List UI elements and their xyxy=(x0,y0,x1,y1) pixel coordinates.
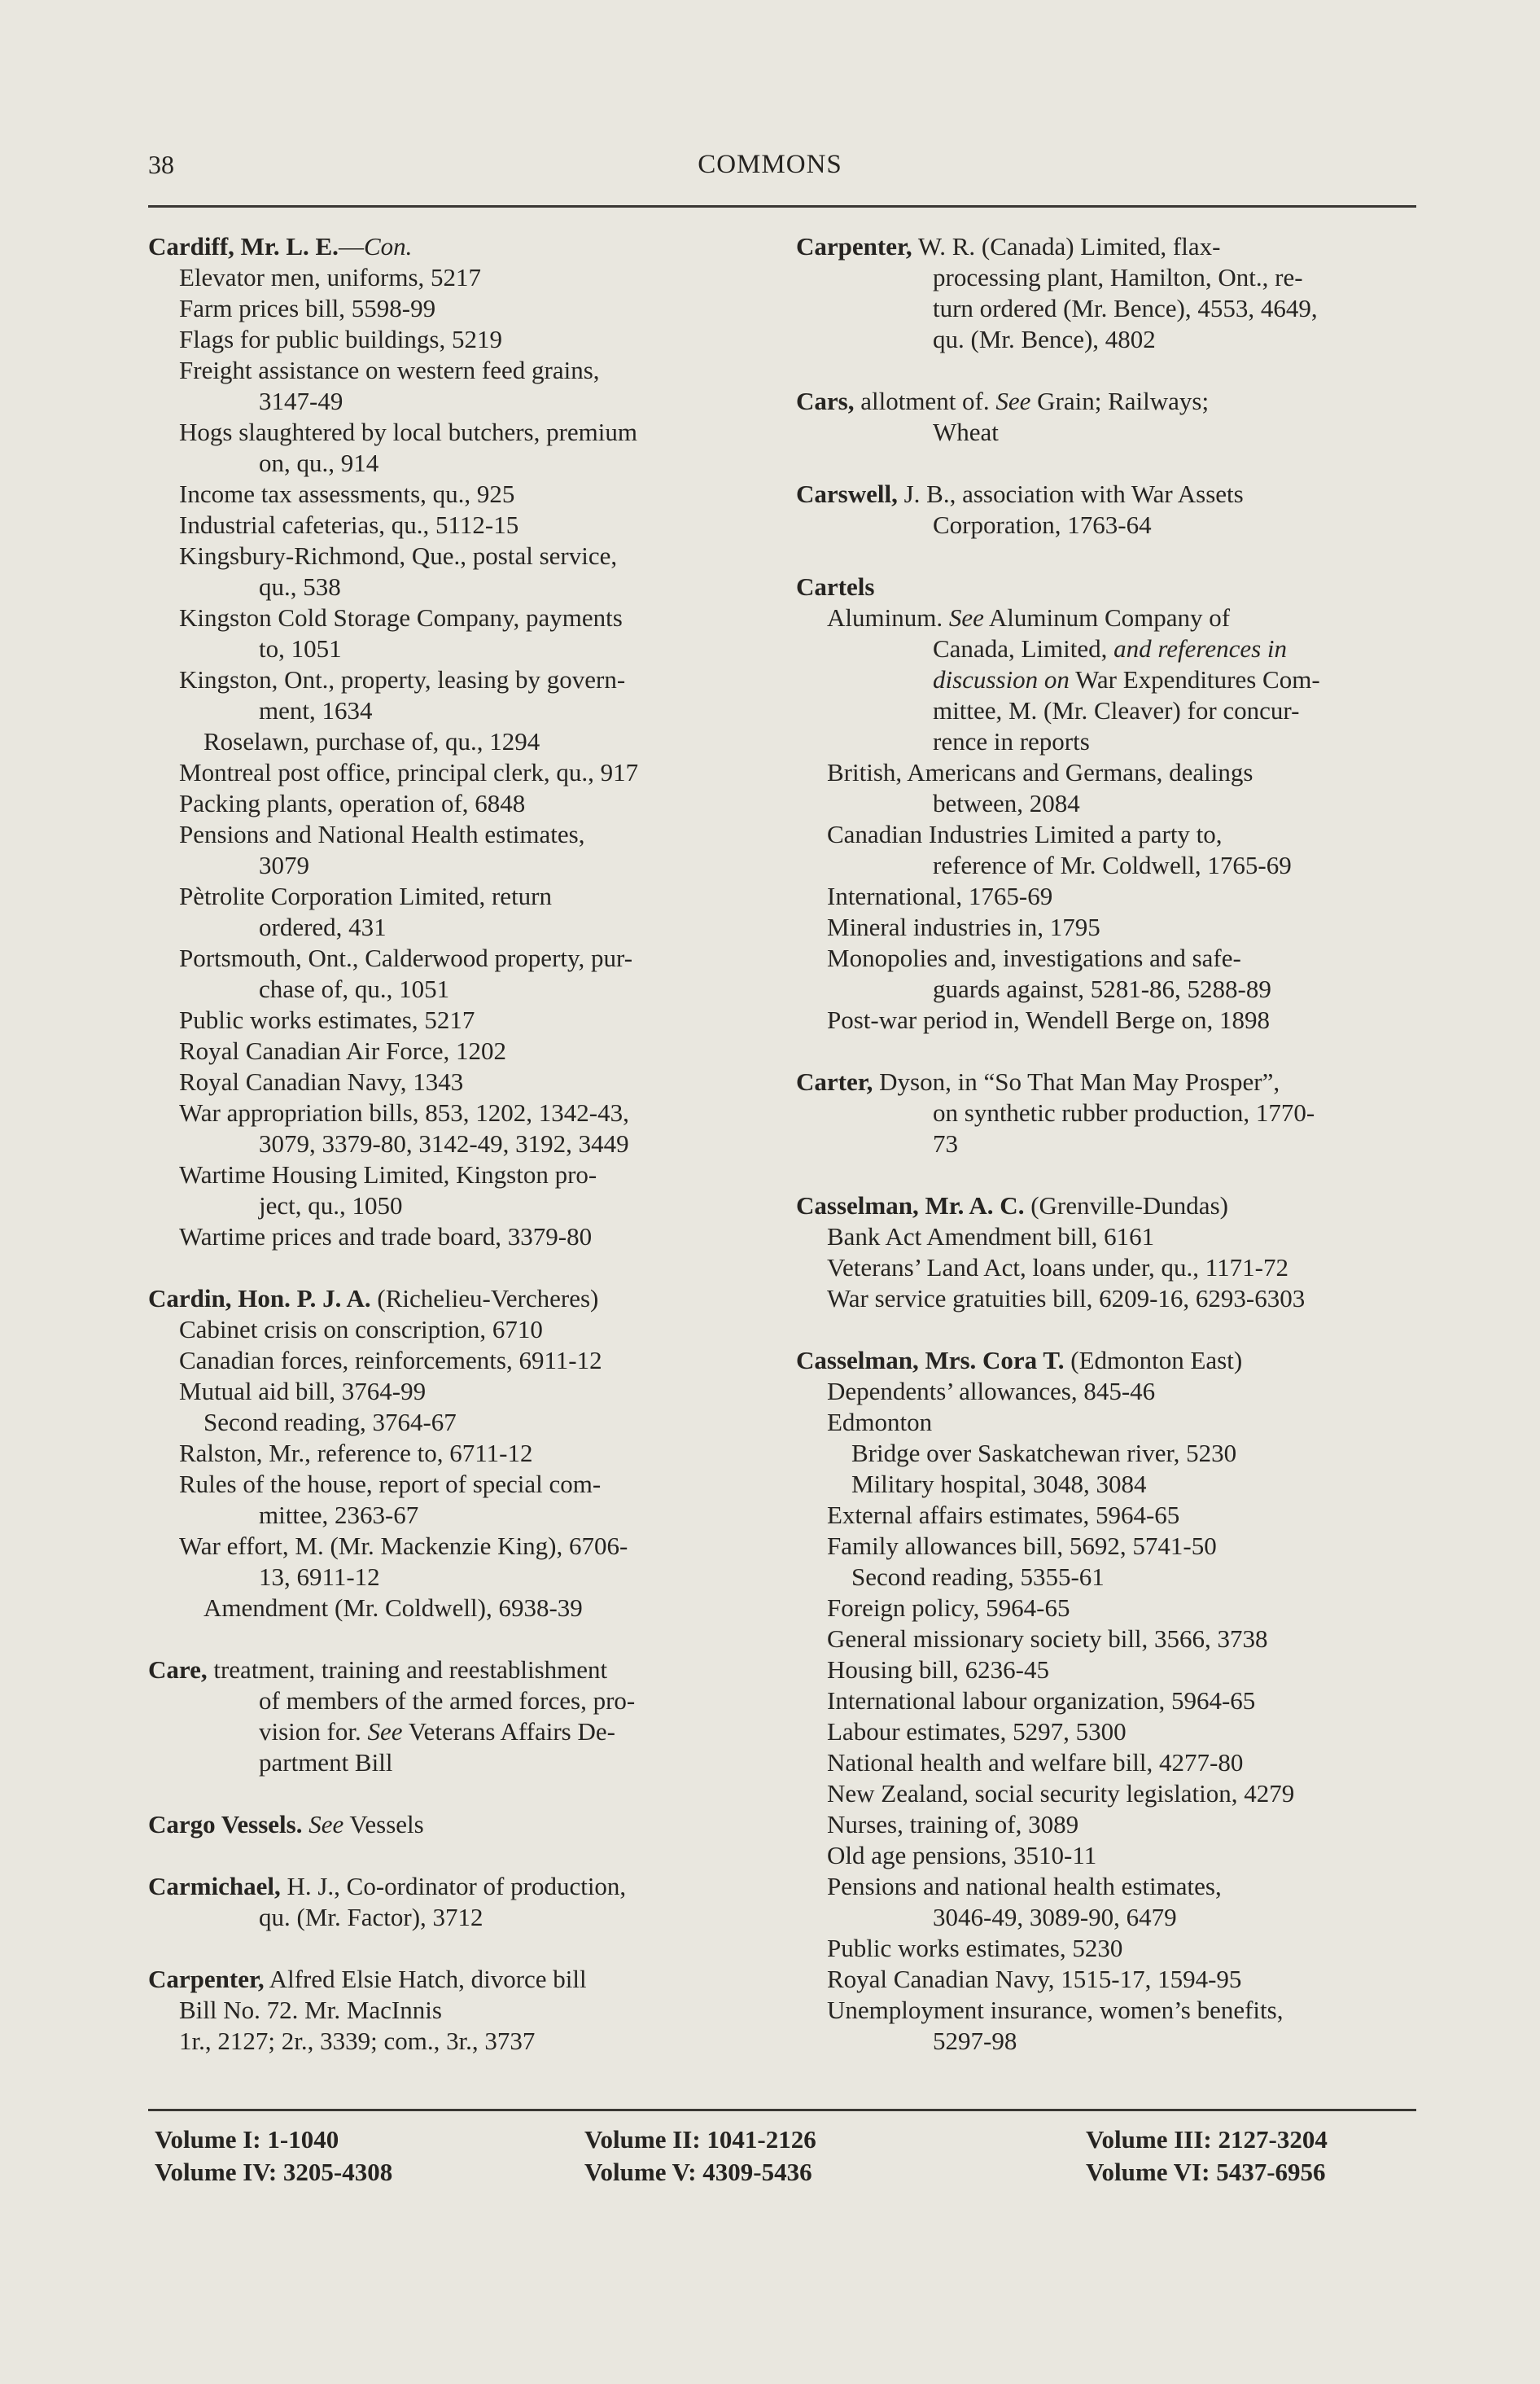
entry-subline xyxy=(148,262,759,293)
entry-subline xyxy=(796,1438,1416,1469)
entry-subline xyxy=(148,633,759,664)
entry-text: chase of, qu., 1051 xyxy=(259,975,450,1003)
index-entry xyxy=(148,1654,759,1778)
entry-subline xyxy=(796,1902,1416,1933)
index-entry xyxy=(796,386,1416,448)
entry-text: Wartime prices and trade board, 3379-80 xyxy=(179,1222,593,1251)
entry-name: Carter, xyxy=(796,1067,873,1096)
entry-subline xyxy=(796,262,1416,293)
running-head: COMMONS xyxy=(698,150,842,179)
entry-name: Cars, xyxy=(796,387,855,415)
entry-text: qu. (Mr. Bence), 4802 xyxy=(933,325,1156,353)
entry-text: Old age pensions, 3510-11 xyxy=(827,1841,1097,1869)
entry-subline xyxy=(148,1036,759,1067)
entry-subline xyxy=(148,1128,759,1159)
entry-name: Care, xyxy=(148,1655,208,1684)
entry-subline xyxy=(796,1964,1416,1995)
entry-text: on, qu., 914 xyxy=(259,449,379,477)
entry-subline xyxy=(796,1809,1416,1840)
entry-text: 5297-98 xyxy=(933,2027,1017,2055)
left-column xyxy=(148,231,759,2088)
entry-text: J. B., association with War Assets xyxy=(897,480,1244,508)
entry-prefix-text: vision for. xyxy=(259,1717,368,1746)
entry-text: 3046-49, 3089-90, 6479 xyxy=(933,1903,1177,1931)
entry-subline xyxy=(796,1995,1416,2026)
volume-5-range: Volume V: 4309-5436 xyxy=(584,2158,812,2186)
entry-text: Mineral industries in, 1795 xyxy=(827,913,1100,941)
entry-subline xyxy=(148,541,759,572)
index-entry xyxy=(148,1809,759,1840)
index-entry xyxy=(148,1964,759,2057)
entry-text: 3147-49 xyxy=(259,387,343,415)
entry-subline xyxy=(796,695,1416,726)
entry-text: Pètrolite Corporation Limited, return xyxy=(179,882,553,910)
entry-italic-text: Con. xyxy=(363,232,413,261)
entry-text: Roselawn, purchase of, qu., 1294 xyxy=(203,727,540,756)
entry-name: Cartels xyxy=(796,572,875,601)
entry-text: Wheat xyxy=(933,418,999,446)
entry-subline xyxy=(148,1593,759,1624)
entry-text: Kingsbury-Richmond, Que., postal service, xyxy=(179,541,618,570)
entry-subline xyxy=(796,1098,1416,1128)
entry-subline xyxy=(796,417,1416,448)
entry-subline xyxy=(796,819,1416,850)
entry-subline xyxy=(796,324,1416,355)
entry-text: War service gratuities bill, 6209-16, 6293-6303 xyxy=(827,1284,1306,1313)
entry-text: Post-war period in, Wendell Berge on, 1898 xyxy=(827,1006,1270,1034)
entry-heading-line xyxy=(796,1190,1416,1221)
entry-subline xyxy=(148,695,759,726)
entry-subline xyxy=(148,1716,759,1747)
entry-subline xyxy=(148,572,759,603)
entry-subline xyxy=(148,850,759,881)
entry-text: 13, 6911-12 xyxy=(259,1562,380,1591)
entry-text: War appropriation bills, 853, 1202, 1342-43, xyxy=(179,1098,629,1127)
entry-text: reference of Mr. Coldwell, 1765-69 xyxy=(933,851,1292,879)
entry-subline xyxy=(796,1654,1416,1685)
entry-name: Cardin, Hon. P. J. A. xyxy=(148,1284,371,1313)
entry-subline xyxy=(148,293,759,324)
entry-heading-line xyxy=(796,572,1416,603)
entry-italic-text: See xyxy=(302,1810,344,1838)
entry-text: Montreal post office, principal clerk, qu., 917 xyxy=(179,758,639,787)
entry-text: Freight assistance on western feed grains, xyxy=(179,356,600,384)
entry-text: Veterans’ Land Act, loans under, qu., 1171-72 xyxy=(827,1253,1288,1282)
entry-subline xyxy=(148,1747,759,1778)
entry-subline xyxy=(796,757,1416,788)
entry-text: turn ordered (Mr. Bence), 4553, 4649, xyxy=(933,294,1318,322)
volume-3-range: Volume III: 2127-3204 xyxy=(1086,2125,1328,2154)
volume-key-col-2 xyxy=(584,2123,816,2189)
entry-subline xyxy=(148,1221,759,1252)
index-entry xyxy=(796,1190,1416,1314)
entry-text: Royal Canadian Navy, 1515-17, 1594-95 xyxy=(827,1965,1242,1993)
entry-text: on synthetic rubber production, 1770- xyxy=(933,1098,1315,1127)
entry-italic-text: See xyxy=(948,603,984,632)
volume-1-range: Volume I: 1-1040 xyxy=(155,2125,339,2154)
entry-subline xyxy=(148,1345,759,1376)
entry-subline xyxy=(148,1469,759,1500)
index-entry xyxy=(796,1345,1416,2057)
top-rule xyxy=(148,205,1416,208)
entry-subline xyxy=(796,1469,1416,1500)
entry-text: Family allowances bill, 5692, 5741-50 xyxy=(827,1532,1217,1560)
entry-text: Elevator men, uniforms, 5217 xyxy=(179,263,482,291)
entry-subline xyxy=(796,1685,1416,1716)
entry-subline xyxy=(796,1716,1416,1747)
entry-text: Mutual aid bill, 3764-99 xyxy=(179,1377,427,1405)
entry-subline xyxy=(148,2026,759,2057)
entry-text: General missionary society bill, 3566, 3738 xyxy=(827,1624,1268,1653)
entry-subline xyxy=(796,912,1416,943)
entry-text: H. J., Co-ordinator of production, xyxy=(280,1872,627,1900)
entry-subline xyxy=(148,819,759,850)
index-entry xyxy=(796,231,1416,355)
entry-prefix-text: Aluminum. xyxy=(827,603,949,632)
entry-subline xyxy=(796,881,1416,912)
entry-heading-line xyxy=(796,1067,1416,1098)
entry-subline xyxy=(796,1840,1416,1871)
entry-subline xyxy=(796,1778,1416,1809)
entry-text: W. R. (Canada) Limited, flax- xyxy=(912,232,1221,261)
entry-text: Second reading, 3764-67 xyxy=(203,1408,457,1436)
entry-text: Monopolies and, investigations and safe- xyxy=(827,944,1241,972)
entry-heading-line xyxy=(148,1809,759,1840)
entry-text: National health and welfare bill, 4277-80 xyxy=(827,1748,1244,1777)
entry-text: Cabinet crisis on conscription, 6710 xyxy=(179,1315,543,1343)
entry-text: Unemployment insurance, women’s benefits, xyxy=(827,1996,1284,2024)
entry-subline xyxy=(796,293,1416,324)
entry-text: 73 xyxy=(933,1129,958,1158)
entry-text: mittee, M. (Mr. Cleaver) for concur- xyxy=(933,696,1300,725)
entry-heading-line xyxy=(148,1654,759,1685)
entry-name: Carmichael, xyxy=(148,1872,281,1900)
entry-post-text: Grain; Railways; xyxy=(1030,387,1210,415)
entry-subline xyxy=(148,1438,759,1469)
entry-subline xyxy=(796,1531,1416,1562)
entry-subline xyxy=(796,1562,1416,1593)
entry-subline xyxy=(148,1376,759,1407)
entry-subline xyxy=(148,1531,759,1562)
entry-heading-line xyxy=(796,231,1416,262)
entry-subline xyxy=(796,664,1416,695)
entry-subline xyxy=(148,757,759,788)
entry-heading-line xyxy=(148,231,759,262)
entry-subline xyxy=(148,355,759,386)
entry-text: Farm prices bill, 5598-99 xyxy=(179,294,436,322)
entry-subline xyxy=(796,1500,1416,1531)
entry-text: partment Bill xyxy=(259,1748,393,1777)
entry-subline xyxy=(796,788,1416,819)
entry-text: Bridge over Saskatchewan river, 5230 xyxy=(851,1439,1237,1467)
entry-subline xyxy=(148,664,759,695)
entry-text: Edmonton xyxy=(827,1408,933,1436)
entry-text: treatment, training and reestablishment xyxy=(207,1655,608,1684)
entry-text: 3079 xyxy=(259,851,309,879)
entry-heading-line xyxy=(796,1345,1416,1376)
entry-heading-line xyxy=(796,386,1416,417)
entry-name: Carswell, xyxy=(796,480,898,508)
entry-heading-line xyxy=(796,479,1416,510)
entry-subline xyxy=(796,1221,1416,1252)
entry-text: Royal Canadian Air Force, 1202 xyxy=(179,1036,507,1065)
entry-subline xyxy=(796,1871,1416,1902)
entry-text: processing plant, Hamilton, Ont., re- xyxy=(933,263,1303,291)
entry-subline xyxy=(796,510,1416,541)
entry-text: allotment of. xyxy=(854,387,990,415)
entry-italic-text: and references in xyxy=(1113,634,1288,663)
entry-text: Packing plants, operation of, 6848 xyxy=(179,789,526,817)
entry-text: Foreign policy, 5964-65 xyxy=(827,1593,1070,1622)
entry-subline xyxy=(796,1407,1416,1438)
entry-subline xyxy=(796,1933,1416,1964)
entry-subline xyxy=(148,1995,759,2026)
entry-subline xyxy=(148,386,759,417)
entry-text: Military hospital, 3048, 3084 xyxy=(851,1470,1147,1498)
entry-subline xyxy=(796,603,1416,633)
entry-text: qu., 538 xyxy=(259,572,341,601)
entry-text: Public works estimates, 5217 xyxy=(179,1006,475,1034)
entry-text: — xyxy=(338,232,364,261)
volume-key-col-1 xyxy=(155,2123,392,2189)
volume-2-range: Volume II: 1041-2126 xyxy=(584,2125,816,2154)
entry-heading-line xyxy=(148,1283,759,1314)
entry-name: Casselman, Mrs. Cora T. xyxy=(796,1346,1065,1374)
entry-name: Casselman, Mr. A. C. xyxy=(796,1191,1025,1220)
entry-subline xyxy=(148,912,759,943)
entry-subline xyxy=(796,2026,1416,2057)
entry-subline xyxy=(148,1159,759,1190)
entry-text: Portsmouth, Ont., Calderwood property, pur- xyxy=(179,944,633,972)
entry-text: Dependents’ allowances, 845-46 xyxy=(827,1377,1156,1405)
entry-subline xyxy=(148,1902,759,1933)
entry-text: Canadian Industries Limited a party to, xyxy=(827,820,1223,848)
entry-text: War effort, M. (Mr. Mackenzie King), 6706- xyxy=(179,1532,628,1560)
entry-text: ordered, 431 xyxy=(259,913,387,941)
entry-text: guards against, 5281-86, 5288-89 xyxy=(933,975,1271,1003)
entry-name: Cargo Vessels. xyxy=(148,1810,303,1838)
entry-text: of members of the armed forces, pro- xyxy=(259,1686,636,1715)
entry-text: (Grenville-Dundas) xyxy=(1024,1191,1228,1220)
entry-subline xyxy=(796,1283,1416,1314)
entry-text: Wartime Housing Limited, Kingston pro- xyxy=(179,1160,597,1189)
entry-text: Kingston, Ont., property, leasing by govern- xyxy=(179,665,626,694)
entry-subline xyxy=(796,850,1416,881)
entry-subline xyxy=(148,881,759,912)
entry-subline xyxy=(796,1128,1416,1159)
entry-text: Pensions and national health estimates, xyxy=(827,1872,1222,1900)
entry-subline xyxy=(148,448,759,479)
entry-text: New Zealand, social security legislation, 4279 xyxy=(827,1779,1295,1808)
entry-text: ject, qu., 1050 xyxy=(259,1191,403,1220)
entry-text: to, 1051 xyxy=(259,634,342,663)
entry-subline xyxy=(148,788,759,819)
entry-subline xyxy=(148,974,759,1005)
entry-text: Nurses, training of, 3089 xyxy=(827,1810,1079,1838)
entry-text: (Edmonton East) xyxy=(1064,1346,1243,1374)
right-column xyxy=(796,231,1416,2088)
volume-key-col-3 xyxy=(1086,2123,1328,2189)
entry-text: Bill No. 72. Mr. MacInnis xyxy=(179,1996,442,2024)
entry-subline xyxy=(148,1067,759,1098)
entry-italic-text: discussion on xyxy=(933,665,1070,694)
entry-text: External affairs estimates, 5964-65 xyxy=(827,1501,1180,1529)
entry-subline xyxy=(796,1624,1416,1654)
entry-text: Housing bill, 6236-45 xyxy=(827,1655,1049,1684)
entry-text: Bank Act Amendment bill, 6161 xyxy=(827,1222,1155,1251)
entry-prefix-text: Canada, Limited, xyxy=(933,634,1114,663)
entry-text: Labour estimates, 5297, 5300 xyxy=(827,1717,1127,1746)
entry-text: Rules of the house, report of special com- xyxy=(179,1470,602,1498)
entry-subline xyxy=(796,726,1416,757)
entry-text: mittee, 2363-67 xyxy=(259,1501,419,1529)
entry-subline xyxy=(796,1747,1416,1778)
index-entry xyxy=(148,1283,759,1624)
entry-heading-line xyxy=(148,1871,759,1902)
entry-subline xyxy=(796,1252,1416,1283)
entry-subline xyxy=(148,726,759,757)
entry-subline xyxy=(148,1005,759,1036)
entry-text: Aluminum Company of xyxy=(983,603,1231,632)
page-number: 38 xyxy=(148,150,174,179)
entry-subline xyxy=(148,1500,759,1531)
volume-6-range: Volume VI: 5437-6956 xyxy=(1086,2158,1326,2186)
entry-italic-text: See xyxy=(367,1717,403,1746)
index-entry xyxy=(796,479,1416,541)
entry-subline xyxy=(148,324,759,355)
entry-text: War Expenditures Com- xyxy=(1069,665,1320,694)
entry-text: Ralston, Mr., reference to, 6711-12 xyxy=(179,1439,533,1467)
entry-text: between, 2084 xyxy=(933,789,1080,817)
entry-text: Income tax assessments, qu., 925 xyxy=(179,480,515,508)
entry-text: Corporation, 1763-64 xyxy=(933,511,1152,539)
entry-text: Amendment (Mr. Coldwell), 6938-39 xyxy=(203,1593,583,1622)
entry-text: International labour organization, 5964-65 xyxy=(827,1686,1256,1715)
entry-subline xyxy=(796,1005,1416,1036)
entry-name: Carpenter, xyxy=(148,1965,265,1993)
entry-subline xyxy=(148,510,759,541)
entry-name: Carpenter, xyxy=(796,232,912,261)
entry-heading-line xyxy=(148,1964,759,1995)
entry-text: Vessels xyxy=(343,1810,424,1838)
entry-text: Royal Canadian Navy, 1343 xyxy=(179,1067,464,1096)
entry-text: Pensions and National Health estimates, xyxy=(179,820,585,848)
entry-text: Dyson, in “So That Man May Prosper”, xyxy=(873,1067,1280,1096)
entry-subline xyxy=(148,1562,759,1593)
entry-subline xyxy=(796,943,1416,974)
entry-text: 1r., 2127; 2r., 3339; com., 3r., 3737 xyxy=(179,2027,536,2055)
entry-subline xyxy=(148,943,759,974)
entry-text: Second reading, 5355-61 xyxy=(851,1562,1105,1591)
entry-text: (Richelieu-Vercheres) xyxy=(370,1284,599,1313)
entry-subline xyxy=(796,633,1416,664)
entry-text: qu. (Mr. Factor), 3712 xyxy=(259,1903,483,1931)
entry-text: International, 1765-69 xyxy=(827,882,1053,910)
entry-subline xyxy=(148,1407,759,1438)
entry-text: Hogs slaughtered by local butchers, premium xyxy=(179,418,638,446)
entry-subline xyxy=(148,417,759,448)
entry-text: Flags for public buildings, 5219 xyxy=(179,325,502,353)
entry-subline xyxy=(148,1314,759,1345)
index-entry xyxy=(148,1871,759,1933)
entry-text: Alfred Elsie Hatch, divorce bill xyxy=(264,1965,587,1993)
entry-subline xyxy=(148,1685,759,1716)
entry-text: Industrial cafeterias, qu., 5112-15 xyxy=(179,511,519,539)
entry-text: ment, 1634 xyxy=(259,696,373,725)
entry-text: Veterans Affairs De- xyxy=(402,1717,615,1746)
entry-text: Public works estimates, 5230 xyxy=(827,1934,1123,1962)
entry-text: Canadian forces, reinforcements, 6911-12 xyxy=(179,1346,602,1374)
bottom-rule xyxy=(148,2109,1416,2111)
index-entry xyxy=(148,231,759,1252)
entry-italic-text: See xyxy=(989,387,1031,415)
entry-subline xyxy=(796,1376,1416,1407)
entry-text: Kingston Cold Storage Company, payments xyxy=(179,603,623,632)
index-entry xyxy=(796,1067,1416,1159)
entry-subline xyxy=(796,974,1416,1005)
entry-text: rence in reports xyxy=(933,727,1090,756)
entry-subline xyxy=(148,479,759,510)
entry-subline xyxy=(148,603,759,633)
entry-name: Cardiff, Mr. L. E. xyxy=(148,232,339,261)
entry-subline xyxy=(796,1593,1416,1624)
entry-text: British, Americans and Germans, dealings xyxy=(827,758,1253,787)
index-entry xyxy=(796,572,1416,1036)
volume-4-range: Volume IV: 3205-4308 xyxy=(155,2158,393,2186)
entry-subline xyxy=(148,1190,759,1221)
entry-subline xyxy=(148,1098,759,1128)
entry-text: 3079, 3379-80, 3142-49, 3192, 3449 xyxy=(259,1129,629,1158)
